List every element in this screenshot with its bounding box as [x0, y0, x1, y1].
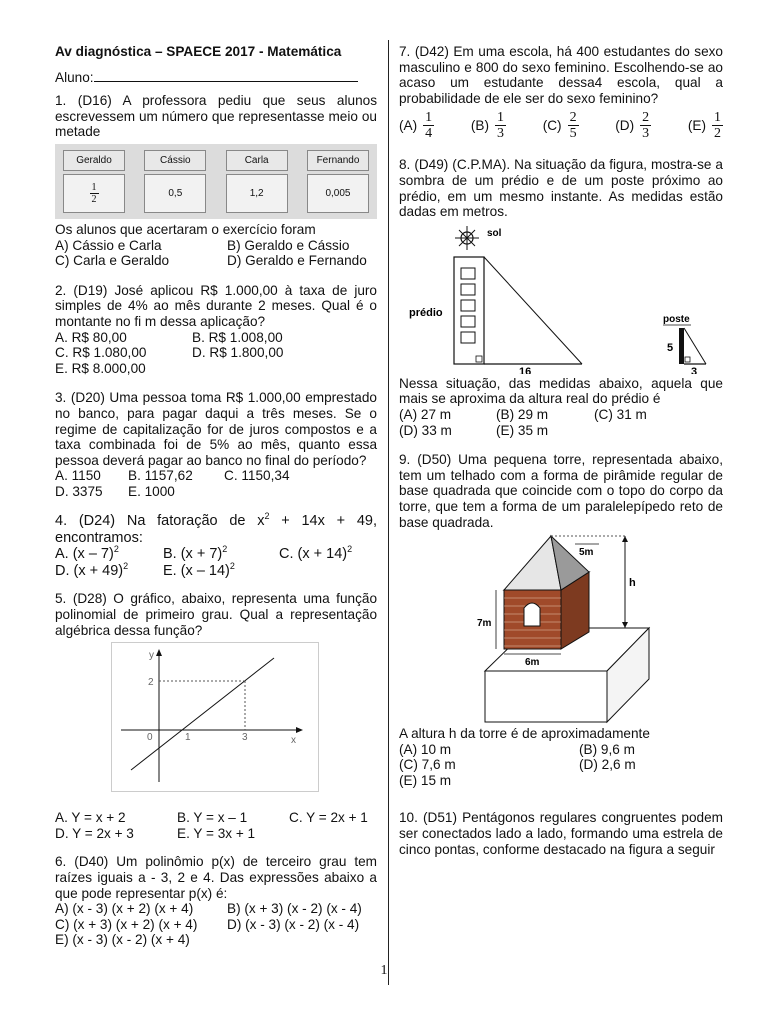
pole-shadow-label: 3	[691, 365, 698, 374]
option: A. R$ 80,00	[55, 329, 127, 345]
question-3	[55, 390, 377, 499]
question-5	[55, 591, 377, 841]
question-10	[399, 810, 723, 857]
option: A) (x - 3) (x + 2) (x + 4)	[55, 901, 194, 917]
option: (E) 15 m	[399, 772, 452, 788]
option: E. 1000	[128, 483, 175, 499]
table-cell: 0,5	[144, 174, 206, 213]
option: (D) 2,6 m	[579, 757, 636, 773]
fraction-numerator: 1	[425, 110, 433, 126]
fraction-denominator: 5	[569, 126, 577, 142]
fraction-numerator: 2	[642, 110, 650, 126]
option	[55, 563, 163, 580]
student-line	[55, 70, 377, 86]
exponent: 2	[123, 561, 129, 572]
option: C) Carla e Geraldo	[55, 253, 170, 269]
question-1-prompt: Os alunos que acertaram o exercício foram	[55, 221, 316, 237]
origin-label: 0	[147, 732, 153, 744]
option: B. R$ 1.008,00	[192, 329, 283, 345]
table-cell	[63, 174, 125, 213]
exponent: 2	[229, 561, 235, 572]
option-label: (A)	[399, 118, 418, 134]
question-2	[55, 283, 377, 377]
option: B. Y = x – 1	[177, 810, 248, 826]
building-shadow-label: 16	[519, 365, 532, 374]
table-header: Geraldo	[63, 150, 125, 171]
building-window	[461, 332, 475, 343]
option: E. Y = 3x + 1	[177, 825, 256, 841]
fraction-denominator: 3	[642, 126, 650, 142]
option: (D) 33 m	[399, 422, 452, 438]
pole-label: poste	[663, 313, 690, 325]
option: D. 3375	[55, 483, 103, 499]
option: (B) 29 m	[496, 406, 549, 422]
question-1-text: 1. (D16) A professora pediu que seus alunos escrevessem um número que representasse meio ou metade	[55, 93, 377, 140]
table-column	[144, 150, 206, 213]
option: (B) 9,6 m	[579, 741, 635, 757]
fraction	[423, 110, 434, 141]
question-1	[55, 93, 377, 269]
question-4-text	[55, 513, 377, 546]
fraction	[568, 110, 579, 141]
right-column	[399, 44, 723, 857]
question-5-options	[55, 810, 377, 826]
option-label: C. (x + 14)	[279, 546, 348, 563]
fraction	[712, 110, 723, 141]
option-label: E. (x – 14)	[163, 562, 230, 579]
x-tick-label: 1	[185, 732, 191, 744]
question-8-options	[399, 407, 723, 423]
fraction	[640, 110, 651, 141]
page-number: 1	[380, 963, 388, 978]
option	[688, 110, 723, 141]
exponent: 2	[222, 544, 228, 555]
base-dimension-label: 6m	[525, 657, 540, 669]
question-4-text-a: 4. (D24) Na fatoração de x	[55, 513, 265, 530]
option-label: (C)	[542, 118, 562, 134]
fraction-denominator: 2	[91, 194, 97, 206]
fraction-denominator: 2	[714, 126, 721, 142]
option: (C) 7,6 m	[399, 757, 456, 773]
shadow-figure	[399, 224, 723, 374]
option: D) Geraldo e Fernando	[227, 253, 367, 269]
fraction-numerator: 1	[714, 110, 721, 126]
answers-table	[55, 144, 377, 219]
option	[163, 563, 235, 580]
option-label: B. (x + 7)	[163, 546, 223, 563]
question-1-options	[55, 238, 377, 269]
question-8-text: 8. (D49) (C.P.MA). Na situação da figura, mostra-se a sombra de um prédio e de um poste próximo ao prédio, em um mesmo instante. As medidas estão dadas em metros.	[399, 157, 723, 220]
option	[471, 110, 506, 141]
option: D. R$ 1.800,00	[192, 345, 284, 361]
question-7	[399, 44, 723, 141]
block-front	[485, 671, 607, 722]
building-label: prédio	[409, 306, 443, 319]
exponent: 2	[264, 511, 270, 522]
right-angle-mark	[685, 357, 690, 362]
option	[55, 546, 163, 563]
option	[543, 110, 579, 141]
question-2-text: 2. (D19) José aplicou R$ 1.000,00 à taxa de juro simples de 4% ao mês durante 2 meses. Qual é o montante no fi m dessa aplicação?	[55, 282, 377, 329]
question-5-options-2	[55, 826, 377, 842]
question-4-text-b: + 14x + 49, encontramos:	[55, 513, 377, 546]
building-window	[461, 284, 475, 295]
option: C) (x + 3) (x + 2) (x + 4)	[55, 916, 198, 932]
option: E) (x - 3) (x - 2) (x + 4)	[55, 932, 190, 948]
option-label: A. (x – 7)	[55, 546, 114, 563]
question-9-prompt: A altura h da torre é de aproximadamente	[399, 726, 650, 742]
option	[399, 110, 434, 141]
option: (A) 27 m	[399, 406, 452, 422]
option: C. Y = 2x + 1	[289, 810, 368, 826]
question-8-options-2	[399, 423, 723, 439]
option-label: D. (x + 49)	[55, 562, 124, 579]
exponent: 2	[347, 544, 353, 555]
option	[163, 546, 279, 563]
question-6-text: 6. (D40) Um polinômio p(x) de terceiro grau tem raízes iguais a - 3, 2 e 4. Das expressões abaixo a que pode representar p(x) é:	[55, 854, 377, 901]
question-4	[55, 513, 377, 579]
question-7-options	[399, 110, 723, 141]
option: C. R$ 1.080,00	[55, 345, 147, 361]
table-cell: 0,005	[307, 174, 369, 213]
x-axis-label: x	[291, 735, 296, 747]
x-tick-label: 3	[242, 732, 248, 744]
column-divider	[388, 40, 389, 985]
option: (C) 31 m	[594, 406, 647, 422]
table-column	[63, 150, 125, 213]
fraction-numerator: 1	[91, 182, 97, 194]
option-label: (D)	[615, 118, 635, 134]
student-label: Aluno:	[55, 69, 94, 85]
building-window	[461, 316, 475, 327]
fraction-numerator: 2	[569, 110, 577, 126]
sun-icon	[455, 226, 479, 250]
question-3-text: 3. (D20) Uma pessoa toma R$ 1.000,00 emprestado no banco, para pagar daqui a três meses. Se o regime de capitalização for de juros compostos e a taxa combinada foi de 5% ao mês, quanto essa pessoa deverá pagar ao banco no final do período?	[55, 390, 377, 468]
height-label: h	[629, 577, 636, 590]
building-window	[461, 268, 475, 279]
option: C. 1150,34	[224, 468, 290, 484]
question-6	[55, 854, 377, 948]
fraction-numerator: 1	[496, 110, 504, 126]
option: D. Y = 2x + 3	[55, 825, 134, 841]
roof-dimension-label: 5m	[579, 547, 594, 559]
option: (E) 35 m	[496, 422, 549, 438]
option: A. 1150	[55, 468, 101, 484]
fraction-denominator: 3	[496, 126, 504, 142]
question-7-text: 7. (D42) Em uma escola, há 400 estudantes do sexo masculino e 800 do sexo feminino. Escolhendo-se ao acaso um estudante dessa4 escola, qual a probabilidade de ele ser do sexo feminino?	[399, 44, 723, 106]
option: B) Geraldo e Cássio	[227, 237, 350, 253]
option-label: (B)	[470, 118, 489, 134]
fraction	[495, 110, 506, 141]
tower-window	[524, 603, 540, 626]
body-dimension-label: 7m	[477, 618, 492, 630]
page-title: Av diagnóstica – SPAECE 2017 - Matemática	[55, 44, 342, 59]
option: B) (x + 3) (x - 2) (x - 4)	[227, 901, 362, 917]
student-name-blank	[94, 70, 358, 82]
table-header: Fernando	[307, 150, 369, 171]
option: E. R$ 8.000,00	[55, 360, 146, 376]
question-8-prompt: Nessa situação, das medidas abaixo, aquela que mais se aproxima da altura real do prédio é	[399, 375, 723, 407]
question-9-options	[399, 742, 723, 789]
question-2-options	[55, 330, 377, 377]
option: D) (x - 3) (x - 2) (x - 4)	[227, 916, 360, 932]
pole-height-label: 5	[667, 341, 674, 354]
table-header: Carla	[226, 150, 288, 171]
height-arrow-bottom	[622, 622, 628, 628]
option	[615, 110, 651, 141]
table-cell: 1,2	[226, 174, 288, 213]
table-column	[307, 150, 369, 213]
pole	[679, 328, 684, 364]
table-column	[226, 150, 288, 213]
option: A. Y = x + 2	[55, 810, 126, 826]
question-9	[399, 452, 723, 788]
question-3-options	[55, 468, 377, 484]
option: (A) 10 m	[399, 741, 452, 757]
graph-frame	[112, 643, 319, 792]
building-window	[461, 300, 475, 311]
table-header: Cássio	[144, 150, 206, 171]
height-arrow-top	[622, 536, 628, 542]
question-3-options-2	[55, 484, 377, 500]
option	[279, 546, 352, 563]
sun-label: sol	[487, 227, 502, 239]
question-8	[399, 157, 723, 438]
question-6-options	[55, 901, 377, 948]
option-label: (E)	[687, 118, 706, 134]
y-axis-label: y	[149, 650, 154, 662]
fraction	[90, 182, 99, 205]
fraction-denominator: 4	[425, 126, 433, 142]
question-9-text: 9. (D50) Uma pequena torre, representada abaixo, tem um telhado com a forma de pirâmide regular de base quadrada que coincide com o topo do corpo da torre, que tem a forma de um paralelepípedo reto de base quadrada.	[399, 452, 723, 530]
y-tick-label: 2	[148, 677, 154, 689]
option: A) Cássio e Carla	[55, 237, 162, 253]
linear-function-graph	[111, 642, 319, 792]
sun-ray-pole	[684, 328, 706, 364]
left-column	[55, 44, 377, 948]
exponent: 2	[113, 544, 119, 555]
question-4-options	[55, 546, 377, 563]
option: B. 1157,62	[128, 468, 193, 484]
question-10-text: 10. (D51) Pentágonos regulares congruentes podem ser conectados lado a lado, formando uma estrela de cinco pontas, conforme destacado na figura a seguir	[399, 810, 723, 857]
tower-figure	[399, 534, 723, 724]
sun-ray-building	[484, 257, 582, 364]
question-5-text: 5. (D28) O gráfico, abaixo, representa uma função polinomial de primeiro grau. Qual a representação algébrica dessa função?	[55, 591, 377, 638]
question-4-options-2	[55, 563, 377, 580]
